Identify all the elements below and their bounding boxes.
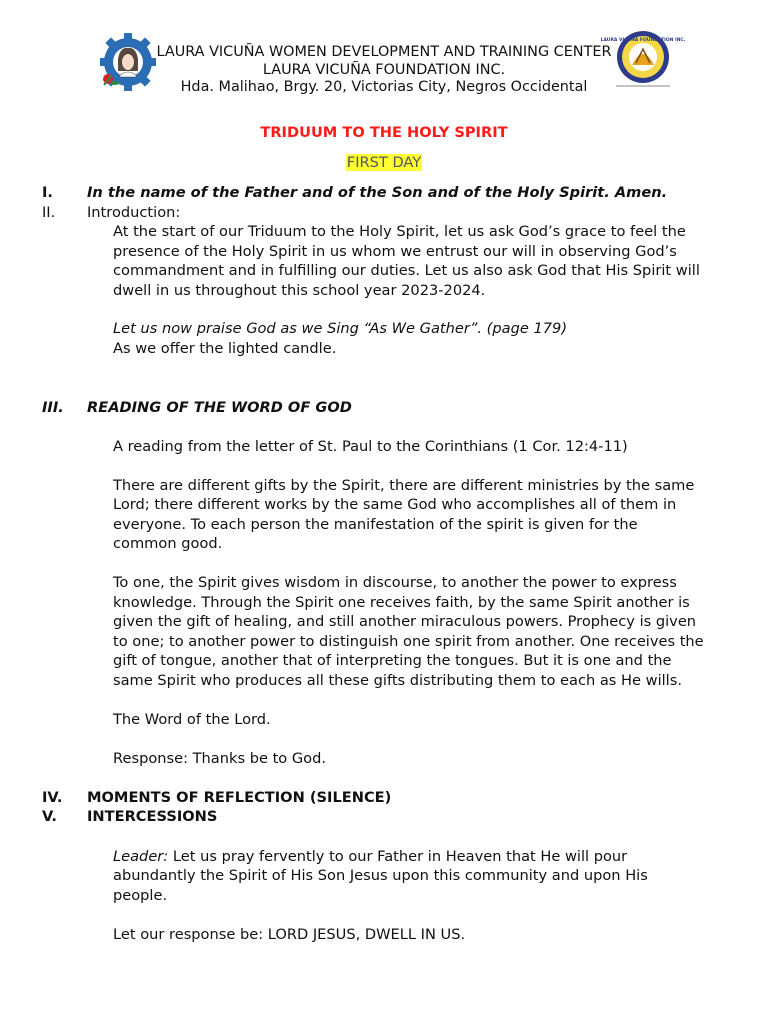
leader-label: Leader: — [113, 848, 169, 865]
header-line-1: LAURA VICUÑA WOMEN DEVELOPMENT AND TRAINING CENTER — [156, 44, 612, 60]
intercession-response: Let our response be: LORD JESUS, DWELL IN US. — [113, 926, 466, 943]
section-1-number: I. — [42, 184, 53, 201]
seal-text: LAURA VICUÑA FOUNDATION INC. — [600, 38, 686, 43]
reading-p1-line-1: There are different gifts by the Spirit, there are different ministries by the same — [113, 477, 695, 494]
section-4-number: IV. — [42, 789, 63, 806]
intro-line-4: dwell in us throughout this school year 2023-2024. — [113, 282, 486, 299]
reading-p2-line-2: knowledge. Through the Spirit one receives faith, by the same Spirit another is — [113, 594, 690, 611]
day-label-wrap — [0, 154, 768, 171]
leader-line-3: people. — [113, 887, 168, 904]
header-line-3: Hda. Malihao, Brgy. 20, Victorias City, Negros Occidental — [180, 79, 588, 95]
section-5-heading: INTERCESSIONS — [87, 808, 218, 825]
section-4-heading: MOMENTS OF REFLECTION (SILENCE) — [87, 789, 392, 806]
reading-response: Response: Thanks be to God. — [113, 750, 327, 767]
reading-p2-line-3: given the gift of healing, and still another miraculous powers. Prophecy is given — [113, 613, 697, 630]
section-5-number: V. — [42, 808, 57, 825]
institution-header — [120, 44, 648, 97]
intro-line-3: commandment and in fulfilling our duties. Let us also ask God that His Spirit will — [113, 262, 700, 279]
section-2-number: II. — [42, 204, 56, 221]
intro-line-2: presence of the Holy Spirit in us whom we entrust our will in observing God’s — [113, 243, 677, 260]
intro-line-1: At the start of our Triduum to the Holy Spirit, let us ask God’s grace to feel the — [113, 223, 686, 240]
document-title: TRIDUUM TO THE HOLY SPIRIT — [260, 124, 508, 141]
section-2-heading: Introduction: — [87, 204, 181, 221]
candle-line: As we offer the lighted candle. — [113, 340, 337, 357]
leader-line-1 — [113, 848, 627, 865]
section-3-number: III. — [42, 399, 64, 416]
reading-p2-line-6: same Spirit who produces all these gifts distributing them to each as He wills. — [113, 672, 682, 689]
song-line: Let us now praise God as we Sing “As We Gather”. (page 179) — [113, 320, 568, 337]
header-line-2: LAURA VICUÑA FOUNDATION INC. — [262, 61, 506, 78]
section-1-text: In the name of the Father and of the Son and of the Holy Spirit. Amen. — [87, 184, 668, 201]
word-of-lord: The Word of the Lord. — [113, 711, 271, 728]
leader-text-1: Let us pray fervently to our Father in Heaven that He will pour — [168, 848, 628, 865]
reading-p1-line-2: Lord; there different works by the same God who accomplishes all of them in — [113, 496, 677, 513]
reading-p2-line-4: to one; to another power to distinguish one spirit from another. One receives the — [113, 633, 704, 650]
leader-line-2: abundantly the Spirit of His Son Jesus upon this community and upon His — [113, 867, 648, 884]
reading-p1-line-3: everyone. To each person the manifestation of the spirit is given for the — [113, 516, 638, 533]
reading-p2-line-1: To one, the Spirit gives wisdom in discourse, to another the power to express — [113, 574, 677, 591]
section-3-heading: READING OF THE WORD OF GOD — [87, 399, 352, 416]
reading-intro: A reading from the letter of St. Paul to the Corinthians (1 Cor. 12:4-11) — [113, 438, 628, 455]
day-label: FIRST DAY — [346, 154, 422, 171]
reading-p1-line-4: common good. — [113, 535, 223, 552]
reading-p2-line-5: gift of tongue, another that of interpreting the tongues. But it is one and the — [113, 652, 672, 669]
